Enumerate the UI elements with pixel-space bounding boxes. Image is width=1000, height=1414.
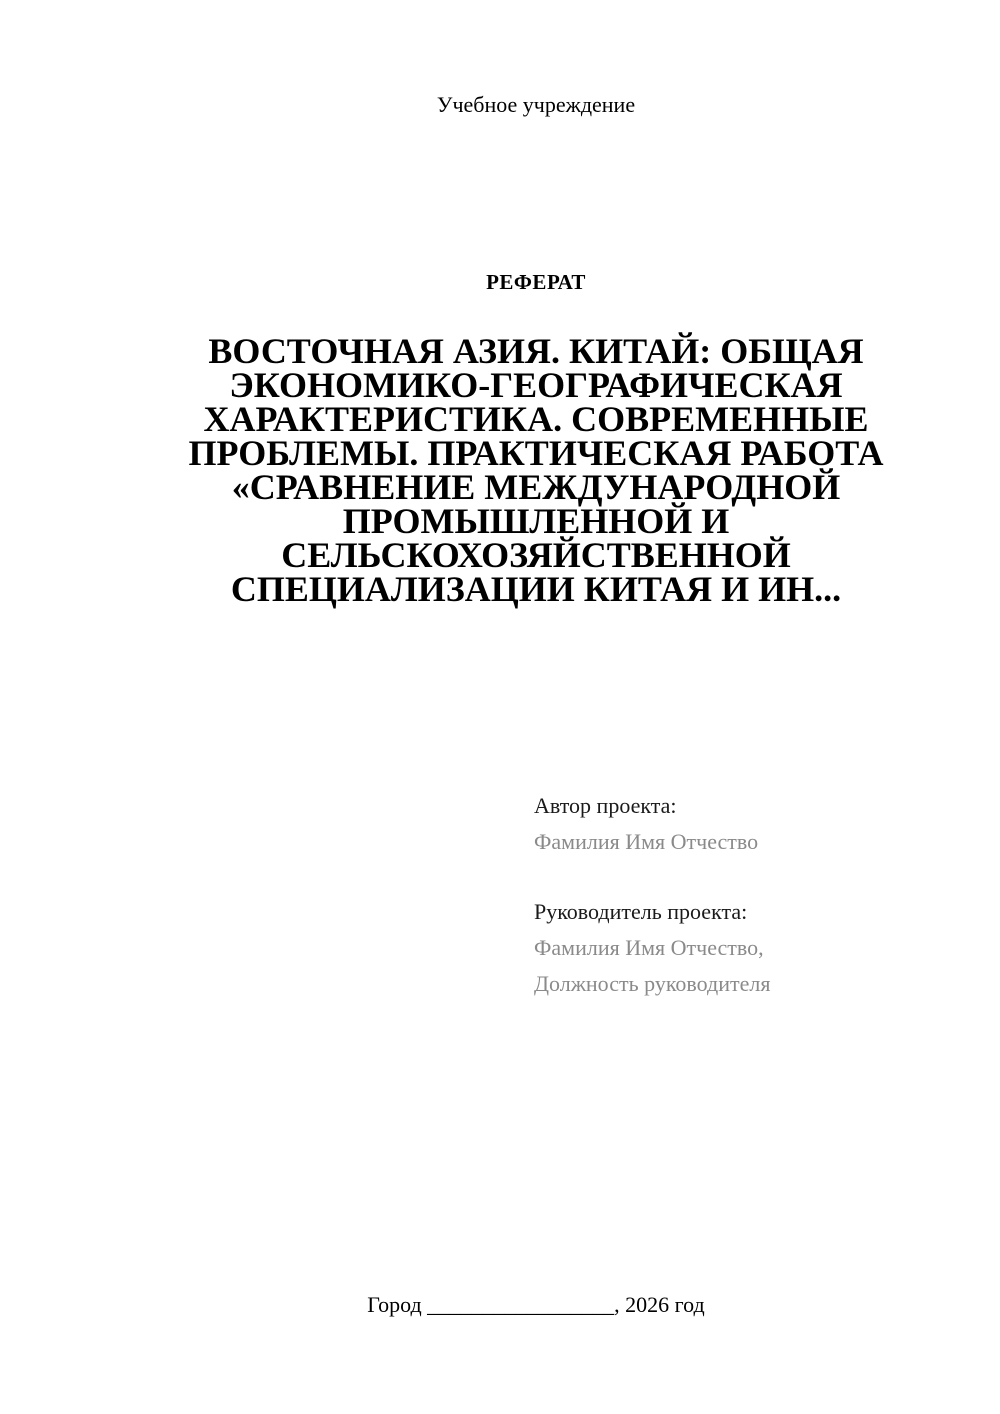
supervisor-label: Руководитель проекта: — [534, 899, 748, 924]
city-year-line: Город _________________, 2026 год — [367, 1292, 705, 1317]
document-type-heading: РЕФЕРАТ — [486, 270, 586, 294]
document-title: ВОСТОЧНАЯ АЗИЯ. КИТАЙ: ОБЩАЯ ЭКОНОМИКО-ГЕОГРАФИЧЕСКАЯ ХАРАКТЕРИСТИКА. СОВРЕМЕННЫЕ ПРОБЛЕМЫ. ПРАКТИЧЕСКАЯ РАБОТА «СРАВНЕНИЕ МЕЖДУНАРОДНОЙ ПРОМЫШЛЕННОЙ И СЕЛЬСКОХОЗЯЙСТВЕННОЙ СПЕЦИАЛИЗАЦИИ КИТАЯ И ИН... — [188, 331, 884, 609]
block-spacer — [534, 860, 974, 894]
author-name-placeholder: Фамилия Имя Отчество — [534, 829, 759, 854]
supervisor-name-placeholder: Фамилия Имя Отчество, — [534, 935, 764, 960]
author-block — [534, 788, 974, 1002]
supervisor-position-placeholder: Должность руководителя — [534, 971, 771, 996]
institution-name: Учебное учреждение — [436, 92, 636, 117]
author-label: Автор проекта: — [534, 793, 677, 818]
